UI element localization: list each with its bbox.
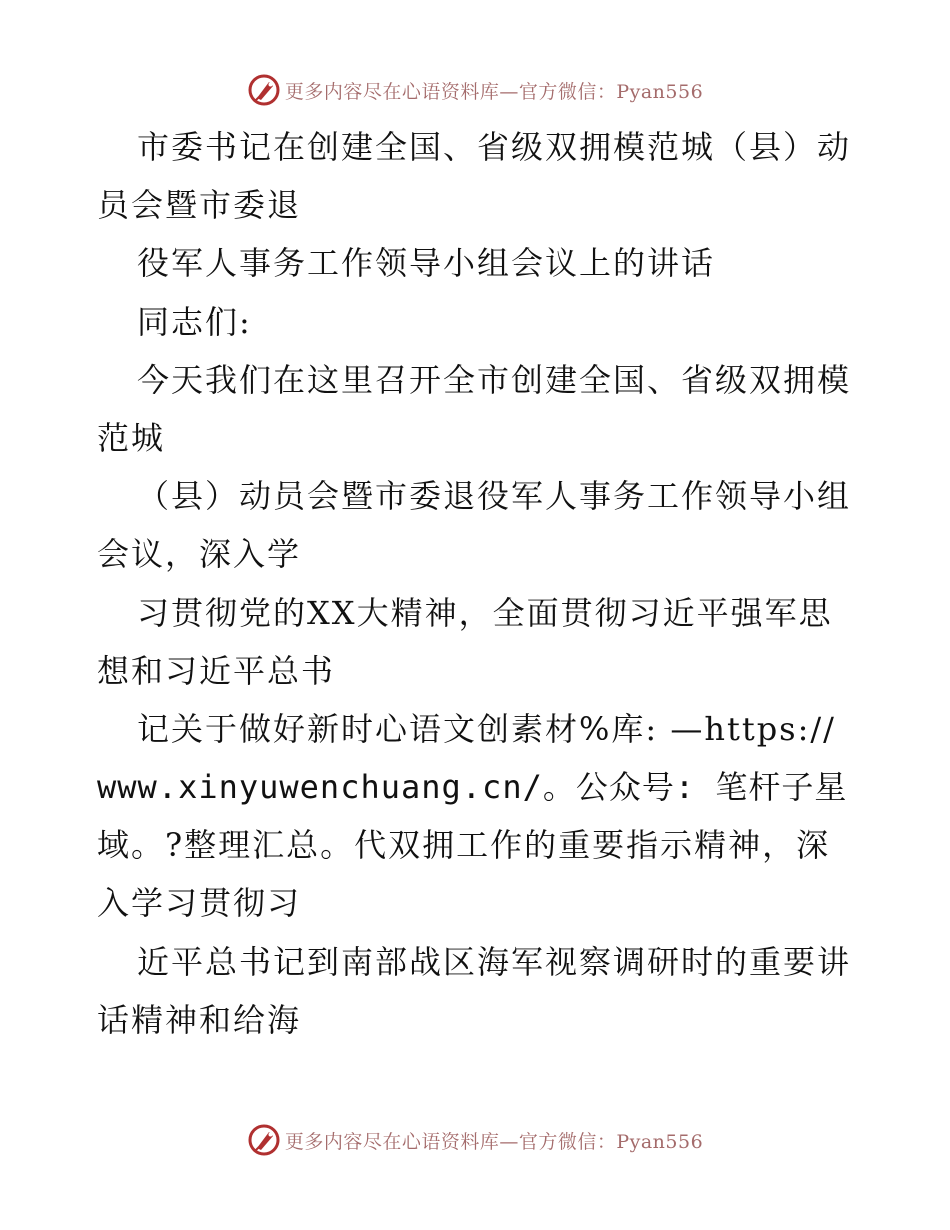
- text-line: 同志们:: [137, 302, 252, 341]
- text-line: 市委书记在创建全国、省级双拥模范城（县）动: [137, 128, 852, 166]
- text-line: 会议，深入学: [97, 535, 302, 574]
- watermark-text: 更多内容尽在心语资料库—官方微信：Pyan556: [284, 80, 704, 103]
- text-line: （县）动员会暨市委退役军人事务工作领导小组: [137, 477, 852, 516]
- text-line: 役军人事务工作领导小组会议上的讲话: [137, 244, 716, 283]
- text-line: 记关于做好新时心语文创素材%库: —https://: [137, 709, 836, 748]
- text-line: 习贯彻党的XX大精神，全面贯彻习近平强军思: [137, 593, 833, 632]
- watermark-text: 更多内容尽在心语资料库—官方微信：Pyan556: [284, 1130, 704, 1153]
- text-line: 范城: [97, 418, 166, 457]
- text-line: 近平总书记到南部战区海军视察调研时的重要讲: [137, 942, 852, 981]
- text-line: 域。?整理汇总。代双拥工作的重要指示精神，深: [97, 826, 831, 865]
- text-line: 员会暨市委退: [97, 186, 302, 225]
- text-line: 入学习贯彻习: [97, 884, 302, 923]
- text-line: 话精神和给海: [97, 1000, 302, 1039]
- header-watermark: [0, 70, 950, 110]
- pen-nib-logo-icon: [247, 73, 281, 107]
- text-line: 今天我们在这里召开全市创建全国、省级双拥模: [137, 360, 852, 399]
- text-line: 想和习近平总书: [97, 651, 336, 690]
- pen-nib-logo-icon: [247, 1123, 281, 1157]
- footer-watermark: [0, 1120, 950, 1160]
- text-line: www.xinyuwenchuang.cn/。公众号: 笔杆子星: [97, 768, 848, 807]
- document-body: [97, 118, 857, 1049]
